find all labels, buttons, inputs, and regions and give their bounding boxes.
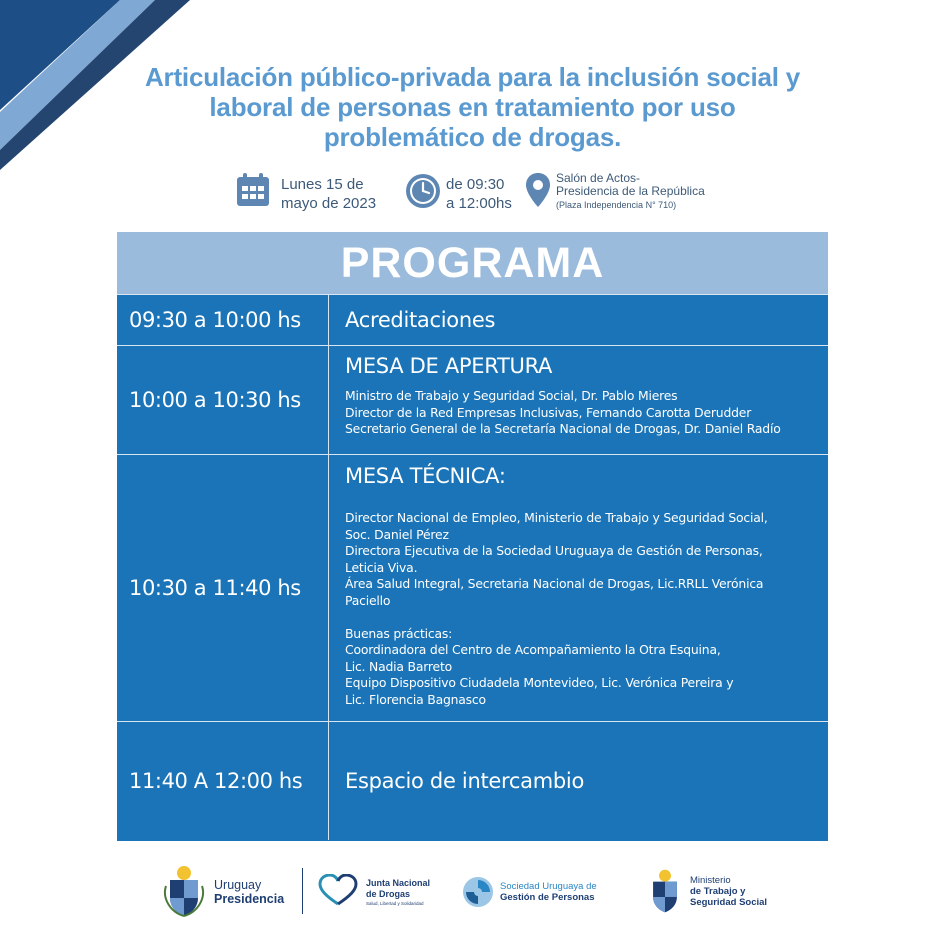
time-line-1: de 09:30 [446, 176, 505, 193]
speaker-line: Ministro de Trabajo y Seguridad Social, Dr. Pablo Mieres [345, 388, 678, 403]
mtss-logo [646, 864, 786, 920]
row-description [329, 346, 828, 454]
logo-divider [302, 868, 303, 914]
sug-logo [462, 864, 622, 920]
coat-of-arms-icon [646, 868, 684, 914]
mtss-line-2: de Trabajo y [690, 886, 746, 897]
speaker-line: Soc. Daniel Pérez [345, 526, 449, 542]
sug-line-2: Gestión de Personas [500, 892, 595, 903]
activity-title: MESA TÉCNICA: [345, 464, 506, 488]
coat-of-arms-icon [162, 864, 206, 918]
practices-line: Coordinadora del Centro de Acompañamiento la Otra Esquina, [345, 642, 721, 657]
event-title [120, 62, 825, 152]
speaker-line: Leticia Viva. [345, 559, 418, 575]
program-heading: PROGRAMA [117, 232, 828, 295]
speaker-line: Área Salud Integral, Secretaria Nacional de Drogas, Lic.RRLL Verónica [345, 576, 764, 591]
row-time: 10:00 a 10:30 hs [117, 346, 329, 454]
place-line-1: Salón de Actos- [556, 171, 641, 185]
row-time: 10:30 a 11:40 hs [117, 455, 329, 721]
speaker-line: Director Nacional de Empleo, Ministerio de Trabajo y Seguridad Social, [345, 510, 768, 525]
activity-speakers [345, 510, 828, 708]
presidencia-logo [162, 864, 312, 920]
jnd-heart-icon [318, 874, 358, 908]
practices-line: Lic. Nadia Barreto [345, 658, 452, 674]
activity-speakers [345, 388, 828, 438]
place-address: (Plaza Independencia N° 710) [556, 200, 677, 210]
place-line-2: Presidencia de la República [556, 184, 705, 198]
time-line-2: a 12:00hs [446, 195, 512, 212]
program-table [117, 232, 828, 841]
row-time: 11:40 A 12:00 hs [117, 722, 329, 840]
speaker-line: Paciello [345, 592, 391, 608]
location-pin-icon [525, 172, 551, 208]
program-row [117, 346, 828, 455]
row-description [329, 722, 828, 840]
activity-title: Acreditaciones [345, 308, 496, 332]
date-line-1: Lunes 15 de [281, 176, 364, 193]
row-description [329, 295, 828, 345]
event-title-line-2: laboral de personas en tratamiento por uso [209, 92, 736, 122]
calendar-icon [235, 172, 271, 208]
mtss-line-3: Seguridad Social [690, 897, 768, 908]
clock-icon [404, 172, 442, 210]
practices-line: Equipo Dispositivo Ciudadela Montevideo, Lic. Verónica Pereira y [345, 675, 734, 690]
speaker-line: Secretario General de la Secretaría Nacional de Drogas, Dr. Daniel Radío [345, 421, 781, 436]
practices-line: Buenas prácticas: [345, 625, 453, 641]
spacer [345, 609, 828, 626]
jnd-logo [318, 864, 438, 920]
speaker-line: Directora Ejecutiva de la Sociedad Uruguaya de Gestión de Personas, [345, 543, 763, 558]
activity-title: Espacio de intercambio [345, 769, 584, 793]
program-row [117, 455, 828, 722]
sug-circle-icon [462, 876, 494, 908]
presidencia-line-2: Presidencia [214, 892, 285, 906]
row-time: 09:30 a 10:00 hs [117, 295, 329, 345]
jnd-line-2: de Drogas [366, 889, 411, 899]
practices-line: Lic. Florencia Bagnasco [345, 691, 486, 707]
program-row [117, 295, 828, 346]
speaker-line: Director de la Red Empresas Inclusivas, Fernando Carotta Derudder [345, 404, 752, 420]
jnd-line-3: Salud, Libertad y Solidaridad [366, 901, 424, 906]
sponsor-logos [0, 864, 945, 924]
row-description [329, 455, 828, 721]
program-row [117, 722, 828, 840]
sug-line-1: Sociedad Uruguaya de [500, 881, 597, 892]
event-title-line-1: Articulación público-privada para la inclusión social y [144, 62, 801, 92]
mtss-line-1: Ministerio [690, 875, 731, 886]
date-line-2: mayo de 2023 [281, 195, 377, 212]
event-title-line-3: problemático de drogas. [323, 122, 622, 152]
presidencia-line-1: Uruguay [214, 878, 262, 892]
activity-title: MESA DE APERTURA [345, 354, 553, 378]
jnd-line-1: Junta Nacional [366, 878, 431, 888]
